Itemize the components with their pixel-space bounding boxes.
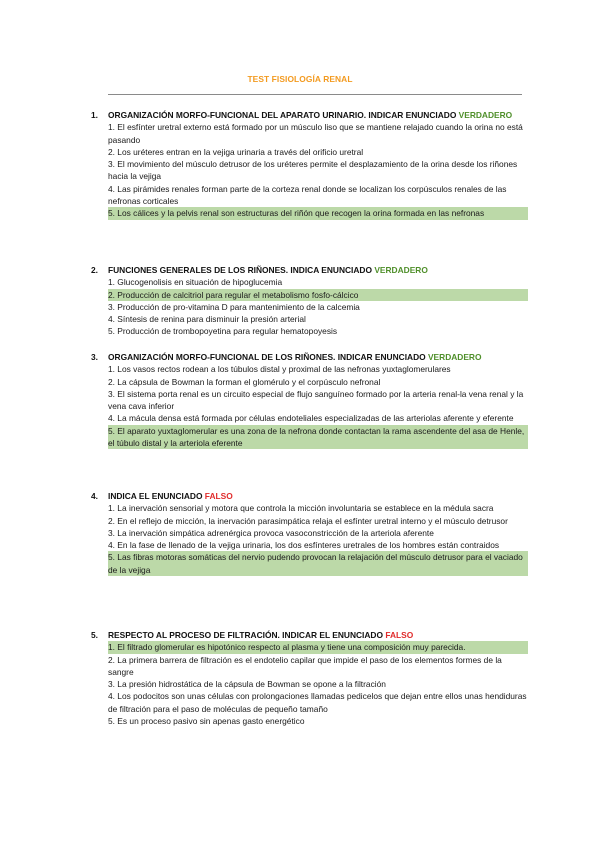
option-1: 1. Los vasos rectos rodean a los túbulos distal y proximal de las nefronas yuxtaglomerulares [108, 364, 451, 375]
answer-type-keyword: VERDADERO [458, 110, 513, 120]
question-number: 3. [91, 352, 98, 362]
question-stem [91, 109, 528, 121]
question-text: INDICA EL ENUNCIADO [108, 491, 203, 501]
question-text: RESPECTO AL PROCESO DE FILTRACIÓN. INDICAR EL ENUNCIADO [108, 630, 383, 640]
question-text: ORGANIZACIÓN MORFO-FUNCIONAL DEL APARATO URINARIO. INDICAR ENUNCIADO [108, 110, 457, 120]
answer-type-keyword: FALSO [204, 491, 233, 501]
option-3: 3. El movimiento del músculo detrusor de los uréteres permite el desplazamiento de la orina desde los riñones hacia la vejiga [108, 159, 518, 182]
option-5-highlighted: 5. Las fibras motoras somáticas del nervio pudendo provocan la relajación del músculo detrusor para el vaciado de la vejiga [108, 551, 528, 576]
option-1: 1. El esfínter uretral externo está formado por un músculo liso que se mantiene relajado cuando la orina no está pasando [108, 122, 523, 145]
option-1: 1. La inervación sensorial y motora que controla la micción involuntaria se establece en la médula sacra [108, 503, 494, 514]
document-title: TEST FISIOLOGÍA RENAL [247, 74, 353, 84]
question-5 [91, 629, 528, 727]
option-3: 3. La presión hidrostática de la cápsula de Bowman se opone a la filtración [108, 679, 386, 690]
answer-type-keyword: VERDADERO [427, 352, 482, 362]
option-1-highlighted: 1. El filtrado glomerular es hipotónico respecto al plasma y tiene una composición muy parecida. [108, 641, 528, 653]
option-3: 3. La inervación simpática adrenérgica provoca vasoconstricción de la arteriola aferente [108, 527, 434, 538]
option-1: 1. Glucogenolisis en situación de hipoglucemia [108, 277, 283, 288]
question-stem [91, 629, 528, 641]
option-4: 4. En la fase de llenado de la vejiga urinaria, los dos esfínteres uretrales de los hombres están contraidos [108, 540, 500, 551]
option-3: 3. El sistema porta renal es un circuito especial de flujo sanguíneo formado por la arteria renal-la vena renal y la vena cava inferior [108, 388, 524, 412]
question-number: 2. [91, 265, 98, 275]
question-number: 1. [91, 110, 98, 120]
question-3 [91, 351, 528, 449]
question-text: FUNCIONES GENERALES DE LOS RIÑONES. INDICA ENUNCIADO [108, 265, 372, 275]
option-4: 4. Las pirámides renales forman parte de la corteza renal donde se localizan los corpúsculos renales de las nefronas corticales [108, 183, 507, 207]
option-5: 5. Es un proceso pasivo sin apenas gasto energético [108, 716, 305, 727]
option-5-highlighted: 5. Los cálices y la pelvis renal son estructuras del riñón que recogen la orina formada en las nefronas [108, 207, 528, 219]
option-2-highlighted: 2. Producción de calcitriol para regular el metabolismo fosfo-cálcico [108, 289, 528, 301]
title-divider [108, 94, 522, 95]
question-1 [91, 109, 528, 220]
option-4: 4. La mácula densa está formada por células endoteliales especializadas de las arteriolas aferente y eferente [108, 413, 514, 424]
option-2: 2. La primera barrera de filtración es el endotelio capilar que impide el paso de los elementos formes de la sangre [108, 654, 502, 677]
answer-type-keyword: FALSO [385, 630, 414, 640]
answer-type-keyword: VERDADERO [374, 265, 428, 275]
option-4: 4. Síntesis de renina para disminuir la presión arterial [108, 314, 306, 325]
question-text: ORGANIZACIÓN MORFO-FUNCIONAL DE LOS RIÑONES. INDICAR ENUNCIADO [108, 352, 426, 362]
question-stem [91, 264, 528, 276]
option-5: 5. Producción de trombopoyetina para regular hematopoyesis [108, 326, 338, 337]
question-4 [91, 490, 528, 576]
question-stem [91, 351, 528, 363]
option-2: 2. Los uréteres entran en la vejiga urinaria a través del orificio uretral [108, 146, 364, 157]
option-2: 2. La cápsula de Bowman la forman el glomérulo y el corpúsculo nefronal [108, 376, 381, 387]
option-5-highlighted: 5. El aparato yuxtaglomerular es una zona de la nefrona donde contactan la rama ascendente del asa de Henle, el túbulo distal y la arteriola eferente [108, 425, 528, 450]
option-4: 4. Los podocitos son unas células con prolongaciones llamadas pedicelos que dejan entre ellos unas hendiduras de filtración para el paso de moléculas de pequeño tamaño [108, 691, 527, 714]
question-2 [91, 264, 528, 338]
question-number: 5. [91, 630, 98, 640]
option-2: 2. En el reflejo de micción, la inervación parasimpática relaja el esfínter uretral interno y el músculo detrusor [108, 515, 508, 526]
option-3: 3. Producción de pro-vitamina D para mantenimiento de la calcemia [108, 301, 360, 312]
question-stem [91, 490, 528, 502]
question-number: 4. [91, 491, 98, 501]
